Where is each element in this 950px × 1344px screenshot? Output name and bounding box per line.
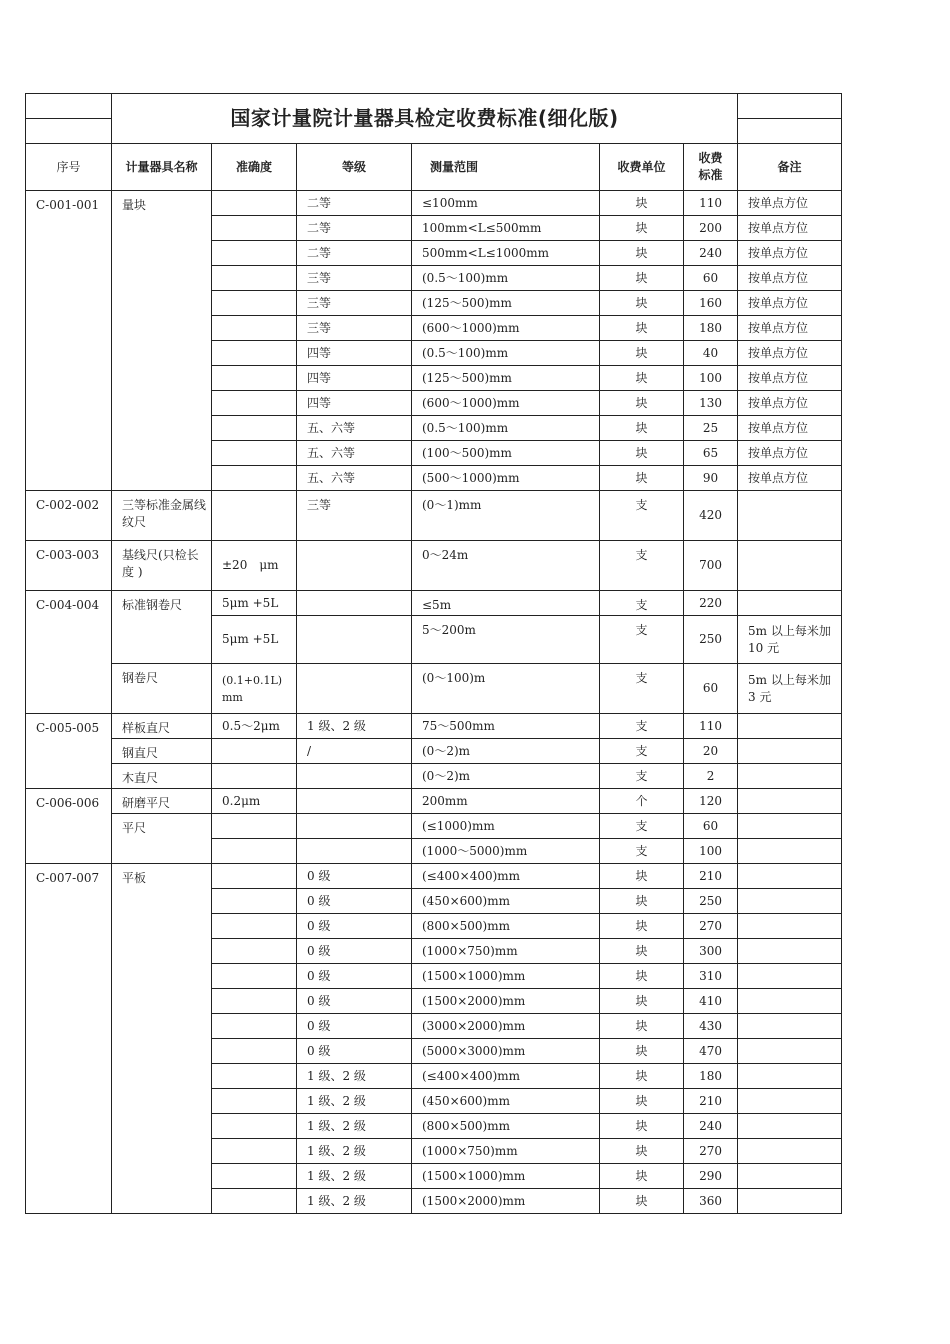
row-fee: 100 xyxy=(684,839,738,864)
row-remark: 按单点方位 xyxy=(738,416,842,441)
row-remark xyxy=(738,1114,842,1139)
row-range: (1500×2000)mm xyxy=(412,1189,600,1214)
row-remark xyxy=(738,864,842,889)
row-accuracy xyxy=(212,1014,297,1039)
row-unit: 支 xyxy=(600,814,684,839)
corner-cell-right-2 xyxy=(738,119,842,144)
row-fee: 410 xyxy=(684,989,738,1014)
row-range: (800×500)mm xyxy=(412,1114,600,1139)
row-instrument-name: 量块 xyxy=(112,191,212,491)
row-fee: 250 xyxy=(684,616,738,664)
row-unit: 块 xyxy=(600,391,684,416)
row-remark xyxy=(738,789,842,814)
row-range: (0～2)m xyxy=(412,764,600,789)
row-fee: 290 xyxy=(684,1164,738,1189)
row-grade: 四等 xyxy=(297,341,412,366)
row-unit: 块 xyxy=(600,441,684,466)
row-unit: 块 xyxy=(600,889,684,914)
row-remark xyxy=(738,764,842,789)
row-remark: 按单点方位 xyxy=(738,191,842,216)
row-seq: C-006-006 xyxy=(26,789,112,864)
row-remark xyxy=(738,591,842,616)
row-fee: 200 xyxy=(684,216,738,241)
corner-cell-left xyxy=(26,94,112,119)
row-grade: 三等 xyxy=(297,491,412,541)
row-fee: 100 xyxy=(684,366,738,391)
row-fee: 210 xyxy=(684,864,738,889)
row-range: (5000×3000)mm xyxy=(412,1039,600,1064)
row-accuracy xyxy=(212,391,297,416)
row-grade: 五、六等 xyxy=(297,466,412,491)
table-row xyxy=(26,591,842,616)
header-range: 测量范围 xyxy=(412,144,600,191)
row-range: 100mm<L≤500mm xyxy=(412,216,600,241)
row-unit: 块 xyxy=(600,341,684,366)
row-range: 5～200m xyxy=(412,616,600,664)
row-fee: 210 xyxy=(684,1089,738,1114)
row-range: (0～100)m xyxy=(412,664,600,714)
row-unit: 块 xyxy=(600,316,684,341)
row-fee: 110 xyxy=(684,714,738,739)
row-grade: 0 级 xyxy=(297,964,412,989)
table-row xyxy=(26,814,842,839)
row-fee: 240 xyxy=(684,1114,738,1139)
row-range: (1000～5000)mm xyxy=(412,839,600,864)
row-grade xyxy=(297,789,412,814)
row-remark xyxy=(738,1089,842,1114)
row-range: ≤100mm xyxy=(412,191,600,216)
row-unit: 块 xyxy=(600,1064,684,1089)
row-fee: 40 xyxy=(684,341,738,366)
row-accuracy xyxy=(212,316,297,341)
row-accuracy xyxy=(212,964,297,989)
row-unit: 块 xyxy=(600,964,684,989)
row-unit: 块 xyxy=(600,266,684,291)
row-remark xyxy=(738,1164,842,1189)
row-fee: 250 xyxy=(684,889,738,914)
table-row xyxy=(26,491,842,541)
row-instrument-name: 样板直尺 xyxy=(112,714,212,739)
row-fee: 180 xyxy=(684,316,738,341)
table-row xyxy=(26,764,842,789)
row-accuracy xyxy=(212,1039,297,1064)
row-fee: 20 xyxy=(684,739,738,764)
row-grade: 二等 xyxy=(297,216,412,241)
row-grade: 四等 xyxy=(297,366,412,391)
row-accuracy xyxy=(212,216,297,241)
row-remark xyxy=(738,1014,842,1039)
row-grade: 1 级、2 级 xyxy=(297,1064,412,1089)
row-unit: 块 xyxy=(600,1014,684,1039)
row-instrument-name: 平尺 xyxy=(112,814,212,864)
row-accuracy: 0.2μm xyxy=(212,789,297,814)
row-fee: 310 xyxy=(684,964,738,989)
row-range: (0.5～100)mm xyxy=(412,266,600,291)
row-range: (0.5～100)mm xyxy=(412,341,600,366)
row-accuracy xyxy=(212,416,297,441)
row-remark: 按单点方位 xyxy=(738,266,842,291)
row-fee: 65 xyxy=(684,441,738,466)
row-remark: 按单点方位 xyxy=(738,391,842,416)
row-range: (1000×750)mm xyxy=(412,939,600,964)
page-title: 国家计量院计量器具检定收费标准(细化版) xyxy=(112,94,738,144)
row-instrument-name: 平板 xyxy=(112,864,212,1214)
row-range: (450×600)mm xyxy=(412,889,600,914)
row-remark: 5m 以上每米加 10 元 xyxy=(738,616,842,664)
row-grade: 1 级、2 级 xyxy=(297,714,412,739)
row-range: 0～24m xyxy=(412,541,600,591)
row-instrument-name: 钢卷尺 xyxy=(112,664,212,714)
row-fee: 700 xyxy=(684,541,738,591)
row-unit: 块 xyxy=(600,1139,684,1164)
row-grade: 三等 xyxy=(297,316,412,341)
row-unit: 块 xyxy=(600,1114,684,1139)
row-unit: 块 xyxy=(600,416,684,441)
table-row xyxy=(26,541,842,591)
row-instrument-name: 木直尺 xyxy=(112,764,212,789)
row-grade: 二等 xyxy=(297,241,412,266)
row-grade xyxy=(297,764,412,789)
row-accuracy xyxy=(212,191,297,216)
row-range: (600～1000)mm xyxy=(412,391,600,416)
row-range: (≤1000)mm xyxy=(412,814,600,839)
table-row xyxy=(26,739,842,764)
row-fee: 90 xyxy=(684,466,738,491)
row-grade: 四等 xyxy=(297,391,412,416)
row-grade: 三等 xyxy=(297,266,412,291)
row-accuracy xyxy=(212,864,297,889)
row-remark xyxy=(738,541,842,591)
row-unit: 支 xyxy=(600,714,684,739)
header-remark: 备注 xyxy=(738,144,842,191)
row-instrument-name: 标准钢卷尺 xyxy=(112,591,212,664)
row-grade: 0 级 xyxy=(297,914,412,939)
row-range: (800×500)mm xyxy=(412,914,600,939)
row-grade: 0 级 xyxy=(297,1039,412,1064)
row-unit: 块 xyxy=(600,939,684,964)
row-remark xyxy=(738,714,842,739)
header-row xyxy=(26,144,842,191)
row-accuracy xyxy=(212,241,297,266)
row-range: ≤5m xyxy=(412,591,600,616)
row-unit: 块 xyxy=(600,989,684,1014)
row-unit: 块 xyxy=(600,291,684,316)
row-unit: 块 xyxy=(600,466,684,491)
row-fee: 420 xyxy=(684,491,738,541)
row-unit: 支 xyxy=(600,616,684,664)
row-unit: 块 xyxy=(600,191,684,216)
corner-cell-right xyxy=(738,94,842,119)
row-grade: 0 级 xyxy=(297,989,412,1014)
row-accuracy xyxy=(212,466,297,491)
row-fee: 270 xyxy=(684,1139,738,1164)
row-range: (0～2)m xyxy=(412,739,600,764)
header-grade: 等级 xyxy=(297,144,412,191)
row-accuracy xyxy=(212,441,297,466)
row-grade: 1 级、2 级 xyxy=(297,1114,412,1139)
row-grade: 0 级 xyxy=(297,939,412,964)
row-range: (1500×1000)mm xyxy=(412,1164,600,1189)
row-fee: 180 xyxy=(684,1064,738,1089)
row-accuracy xyxy=(212,266,297,291)
row-range: (1500×2000)mm xyxy=(412,989,600,1014)
row-fee: 470 xyxy=(684,1039,738,1064)
row-accuracy xyxy=(212,1139,297,1164)
row-accuracy xyxy=(212,341,297,366)
row-grade xyxy=(297,664,412,714)
row-unit: 块 xyxy=(600,1039,684,1064)
row-accuracy xyxy=(212,1189,297,1214)
row-remark xyxy=(738,491,842,541)
row-grade: 二等 xyxy=(297,191,412,216)
row-unit: 块 xyxy=(600,366,684,391)
row-accuracy: 5μm +5L xyxy=(212,616,297,664)
row-unit: 支 xyxy=(600,664,684,714)
row-unit: 支 xyxy=(600,764,684,789)
row-seq: C-003-003 xyxy=(26,541,112,591)
row-grade: 0 级 xyxy=(297,864,412,889)
row-range: (125～500)mm xyxy=(412,291,600,316)
row-instrument-name: 钢直尺 xyxy=(112,739,212,764)
row-instrument-name: 研磨平尺 xyxy=(112,789,212,814)
table-row xyxy=(26,714,842,739)
row-accuracy xyxy=(212,889,297,914)
table-row xyxy=(26,789,842,814)
table-row xyxy=(26,191,842,216)
header-accuracy: 准确度 xyxy=(212,144,297,191)
row-grade: 1 级、2 级 xyxy=(297,1189,412,1214)
row-unit: 支 xyxy=(600,491,684,541)
row-accuracy: (0.1+0.1L) mm xyxy=(212,664,297,714)
header-seq: 序号 xyxy=(26,144,112,191)
row-remark: 按单点方位 xyxy=(738,466,842,491)
header-fee xyxy=(684,144,738,191)
row-range: (450×600)mm xyxy=(412,1089,600,1114)
row-range: 500mm<L≤1000mm xyxy=(412,241,600,266)
row-grade xyxy=(297,591,412,616)
row-range: 75～500mm xyxy=(412,714,600,739)
row-fee: 360 xyxy=(684,1189,738,1214)
row-fee: 240 xyxy=(684,241,738,266)
row-remark xyxy=(738,989,842,1014)
row-accuracy xyxy=(212,491,297,541)
row-fee: 120 xyxy=(684,789,738,814)
row-fee: 60 xyxy=(684,814,738,839)
row-range: (600～1000)mm xyxy=(412,316,600,341)
row-accuracy xyxy=(212,366,297,391)
row-accuracy xyxy=(212,914,297,939)
row-fee: 60 xyxy=(684,664,738,714)
row-unit: 个 xyxy=(600,789,684,814)
row-instrument-name: 三等标准金属线纹尺 xyxy=(112,491,212,541)
row-range: (3000×2000)mm xyxy=(412,1014,600,1039)
row-unit: 块 xyxy=(600,216,684,241)
header-fee-line2: 标准 xyxy=(698,168,723,182)
row-range: (500～1000)mm xyxy=(412,466,600,491)
row-accuracy xyxy=(212,989,297,1014)
row-range: (≤400×400)mm xyxy=(412,864,600,889)
row-grade: 1 级、2 级 xyxy=(297,1139,412,1164)
row-unit: 块 xyxy=(600,1089,684,1114)
row-remark xyxy=(738,964,842,989)
row-accuracy xyxy=(212,1164,297,1189)
row-remark: 按单点方位 xyxy=(738,216,842,241)
row-unit: 块 xyxy=(600,1164,684,1189)
header-unit: 收费单位 xyxy=(600,144,684,191)
row-grade: 1 级、2 级 xyxy=(297,1164,412,1189)
row-remark: 按单点方位 xyxy=(738,341,842,366)
row-instrument-name: 基线尺(只检长 度 ) xyxy=(112,541,212,591)
header-fee-line1: 收费 xyxy=(698,151,723,165)
row-unit: 块 xyxy=(600,864,684,889)
row-unit: 块 xyxy=(600,241,684,266)
row-range: (≤400×400)mm xyxy=(412,1064,600,1089)
row-range: (0～1)mm xyxy=(412,491,600,541)
row-grade: 五、六等 xyxy=(297,441,412,466)
row-remark xyxy=(738,914,842,939)
row-unit: 支 xyxy=(600,839,684,864)
row-remark: 按单点方位 xyxy=(738,366,842,391)
row-unit: 块 xyxy=(600,914,684,939)
row-seq: C-004-004 xyxy=(26,591,112,714)
row-remark xyxy=(738,839,842,864)
row-unit: 块 xyxy=(600,1189,684,1214)
table-row xyxy=(26,664,842,714)
row-grade xyxy=(297,616,412,664)
row-remark: 按单点方位 xyxy=(738,291,842,316)
row-grade xyxy=(297,814,412,839)
row-accuracy: 5μm +5L xyxy=(212,591,297,616)
row-remark: 5m 以上每米加 3 元 xyxy=(738,664,842,714)
row-accuracy xyxy=(212,764,297,789)
row-fee: 130 xyxy=(684,391,738,416)
row-accuracy: 0.5～2μm xyxy=(212,714,297,739)
row-remark xyxy=(738,1064,842,1089)
fee-table xyxy=(25,93,842,1214)
row-grade: 三等 xyxy=(297,291,412,316)
row-range: (125～500)mm xyxy=(412,366,600,391)
row-fee: 25 xyxy=(684,416,738,441)
row-grade: 五、六等 xyxy=(297,416,412,441)
row-remark xyxy=(738,1039,842,1064)
row-remark xyxy=(738,939,842,964)
row-grade: 0 级 xyxy=(297,889,412,914)
row-fee: 60 xyxy=(684,266,738,291)
row-unit: 支 xyxy=(600,541,684,591)
row-range: 200mm xyxy=(412,789,600,814)
row-fee: 300 xyxy=(684,939,738,964)
row-range: (100～500)mm xyxy=(412,441,600,466)
row-seq: C-001-001 xyxy=(26,191,112,491)
row-remark: 按单点方位 xyxy=(738,441,842,466)
row-remark xyxy=(738,1139,842,1164)
row-remark xyxy=(738,889,842,914)
row-remark: 按单点方位 xyxy=(738,316,842,341)
row-accuracy xyxy=(212,739,297,764)
row-remark xyxy=(738,739,842,764)
row-fee: 430 xyxy=(684,1014,738,1039)
row-range: (0.5～100)mm xyxy=(412,416,600,441)
row-accuracy xyxy=(212,1114,297,1139)
row-grade xyxy=(297,839,412,864)
row-grade xyxy=(297,541,412,591)
row-accuracy xyxy=(212,814,297,839)
row-grade: 1 级、2 级 xyxy=(297,1089,412,1114)
row-remark: 按单点方位 xyxy=(738,241,842,266)
row-fee: 220 xyxy=(684,591,738,616)
header-name: 计量器具名称 xyxy=(112,144,212,191)
table-row xyxy=(26,864,842,889)
row-accuracy xyxy=(212,839,297,864)
row-seq: C-005-005 xyxy=(26,714,112,789)
row-range: (1500×1000)mm xyxy=(412,964,600,989)
row-fee: 160 xyxy=(684,291,738,316)
row-accuracy xyxy=(212,1064,297,1089)
corner-cell-left-2 xyxy=(26,119,112,144)
row-grade: / xyxy=(297,739,412,764)
row-unit: 支 xyxy=(600,591,684,616)
row-range: (1000×750)mm xyxy=(412,1139,600,1164)
row-accuracy xyxy=(212,1089,297,1114)
row-grade: 0 级 xyxy=(297,1014,412,1039)
row-remark xyxy=(738,814,842,839)
row-accuracy xyxy=(212,939,297,964)
row-fee: 270 xyxy=(684,914,738,939)
row-accuracy: ±20 μm xyxy=(212,541,297,591)
row-fee: 2 xyxy=(684,764,738,789)
row-fee: 110 xyxy=(684,191,738,216)
row-accuracy xyxy=(212,291,297,316)
row-seq: C-007-007 xyxy=(26,864,112,1214)
row-unit: 支 xyxy=(600,739,684,764)
row-seq: C-002-002 xyxy=(26,491,112,541)
row-remark xyxy=(738,1189,842,1214)
